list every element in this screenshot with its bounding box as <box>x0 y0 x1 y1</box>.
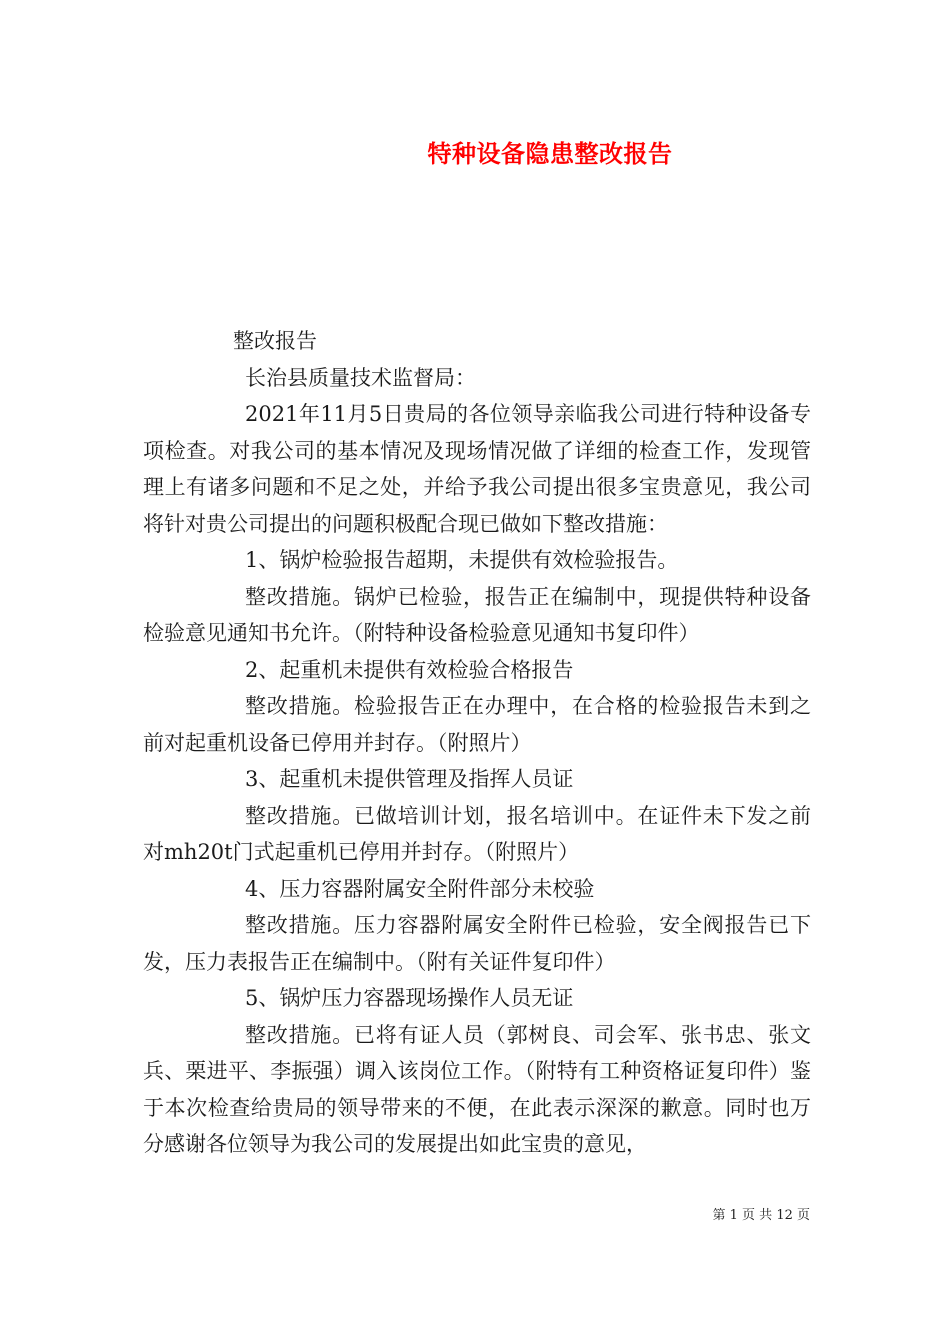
measure-2: 整改措施。检验报告正在办理中，在合格的检验报告未到之前对起重机设备已停用并封存。（附照片） <box>143 694 811 755</box>
paragraph-intro: 2021年11月5日贵局的各位领导亲临我公司进行特种设备专项检查。对我公司的基本情况及现场情况做了详细的检查工作，发现管理上有诸多问题和不足之处，并给予我公司提出很多宝贵意见，我公司将针对贵公司提出的问题积极配合现已做如下整改措施： <box>143 402 811 536</box>
measure-4: 整改措施。压力容器附属安全附件已检验，安全阀报告已下发，压力表报告正在编制中。（附有关证件复印件） <box>143 913 811 974</box>
report-heading: 整改报告 <box>233 329 317 353</box>
document-body <box>143 323 811 1163</box>
salutation: 长治县质量技术监督局： <box>245 365 476 390</box>
measure-3: 整改措施。已做培训计划，报名培训中。在证件未下发之前对mh20t门式起重机已停用并封存。（附照片） <box>143 803 811 864</box>
measure-5: 整改措施。已将有证人员（郭树良、司会军、张书忠、张文兵、栗进平、李振强）调入该岗位工作。（附特有工种资格证复印件）鉴于本次检查给贵局的领导带来的不便，在此表示深深的歉意。同时也万分感谢各位领导为我公司的发展提出如此宝贵的意见， <box>143 1022 811 1156</box>
measure-1: 整改措施。锅炉已检验，报告正在编制中，现提供特种设备检验意见通知书允许。（附特种设备检验意见通知书复印件） <box>143 584 811 645</box>
issue-4: 4、压力容器附属安全附件部分未校验 <box>245 876 595 901</box>
page-number: 第 1 页 共 12 页 <box>712 1208 810 1223</box>
issue-3: 3、起重机未提供管理及指挥人员证 <box>245 767 574 791</box>
issue-1: 1、锅炉检验报告超期，未提供有效检验报告。 <box>245 548 679 572</box>
issue-2: 2、起重机未提供有效检验合格报告 <box>245 657 574 682</box>
issue-5: 5、锅炉压力容器现场操作人员无证 <box>245 986 574 1010</box>
page-title: 特种设备隐患整改报告 <box>427 139 673 168</box>
